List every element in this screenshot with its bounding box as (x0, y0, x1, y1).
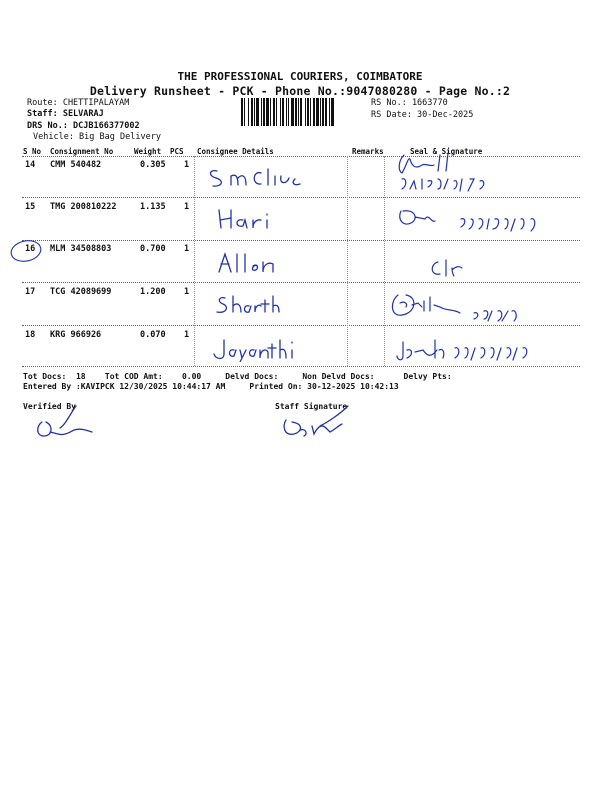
row-consignment: TCG 42089699 (50, 287, 112, 297)
handwritten-consignee-name (215, 292, 285, 318)
col-header-weight: Weight (134, 147, 162, 156)
row-sno: 14 (25, 160, 36, 170)
drs-label: DRS No.: DCJB166377002 (27, 121, 140, 131)
row-divider (22, 197, 580, 198)
row-consignment: KRG 966926 (50, 330, 102, 340)
runsheet-subtitle: Delivery Runsheet - PCK - Phone No.:9047080280 - Page No.:2 (89, 84, 511, 98)
staff-label: Staff: SELVARAJ (27, 109, 104, 119)
route-label: Route: CHETTIPALAYAM (27, 98, 130, 108)
signature-mark (388, 151, 508, 196)
row-sno: 17 (25, 287, 36, 297)
row-sno: 18 (25, 330, 36, 340)
signature-mark (395, 205, 565, 241)
rs-date: RS Date: 30-Dec-2025 (371, 110, 474, 120)
entered-by-line: Entered By :KAVIPCK 12/30/2025 10:44:17 AM Printed On: 30-12-2025 10:42:13 (23, 382, 399, 391)
signature-mark (428, 256, 468, 280)
col-header-consignment: Consignment No (50, 147, 114, 156)
totals-line: Tot Docs: 18 Tot COD Amt: 0.00 Delvd Docs: Non Delvd Docs: Delvy Pts: (23, 372, 452, 381)
staff-signature-label: Staff Signature (275, 402, 348, 411)
handwritten-consignee-name (205, 163, 315, 193)
row-consignment: TMG 200810222 (50, 202, 117, 212)
row-pcs: 1 (184, 287, 190, 297)
handwritten-consignee-name (215, 250, 285, 278)
row-pcs: 1 (184, 330, 190, 340)
vehicle-label: Vehicle: Big Bag Delivery (33, 132, 161, 142)
row-weight: 1.200 (140, 287, 166, 297)
col-header-remarks: Remarks (352, 147, 384, 156)
row-divider (22, 282, 580, 283)
staff-signature-mark (278, 402, 358, 442)
row-pcs: 1 (184, 202, 190, 212)
handwritten-consignee-name (210, 336, 300, 362)
row-pcs: 1 (184, 160, 190, 170)
signature-mark (395, 336, 555, 366)
verified-by-label: Verified By (23, 402, 76, 411)
table-bottom-divider (22, 366, 580, 367)
column-divider (384, 156, 385, 366)
signature-mark (388, 287, 538, 327)
handwritten-consignee-name (215, 206, 275, 234)
row-weight: 1.135 (140, 202, 166, 212)
verified-signature (30, 402, 100, 442)
row-consignment: MLM 34508803 (50, 244, 112, 254)
column-divider (194, 156, 195, 366)
rs-number: RS No.: 1663770 (371, 98, 448, 108)
company-title: THE PROFESSIONAL COURIERS, COIMBATORE (177, 70, 423, 83)
col-header-sno: S No (23, 147, 42, 156)
row-pcs: 1 (184, 244, 190, 254)
col-header-signature: Seal & Signature (410, 147, 483, 156)
row-weight: 0.700 (140, 244, 166, 254)
col-header-pcs: PCS (170, 147, 184, 156)
barcode-image (241, 98, 368, 126)
row-sno: 15 (25, 202, 36, 212)
column-divider (347, 156, 348, 366)
row-weight: 0.070 (140, 330, 166, 340)
row-consignment: CMM 540482 (50, 160, 102, 170)
row-sno: 16 (25, 244, 36, 254)
col-header-consignee: Consignee Details (197, 147, 274, 156)
row-weight: 0.305 (140, 160, 166, 170)
